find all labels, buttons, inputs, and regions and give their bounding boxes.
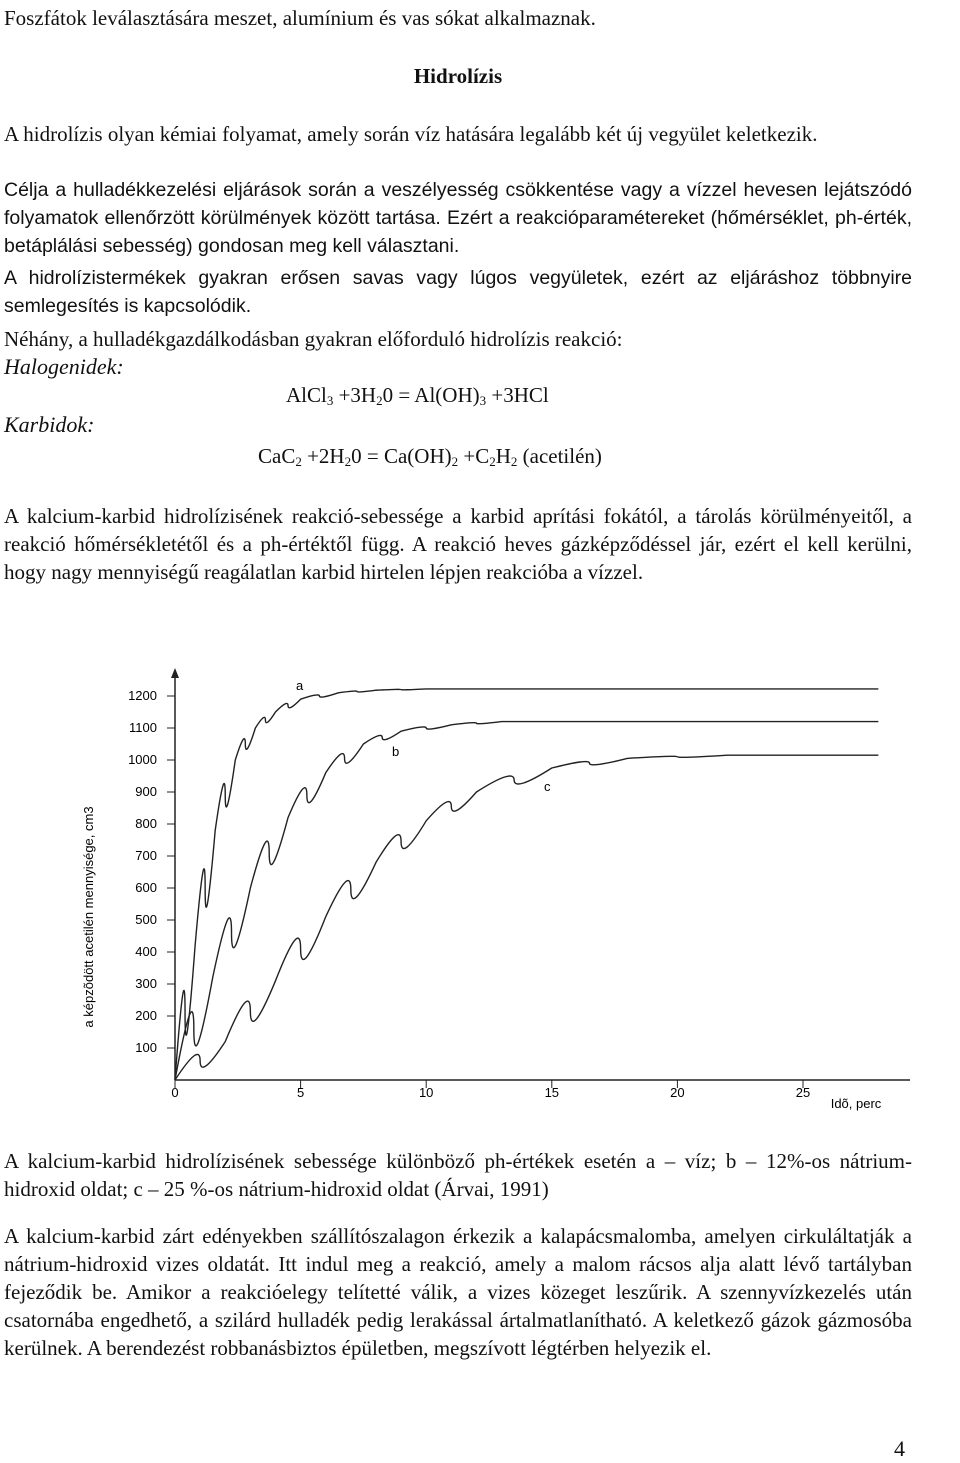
equation-alcl3: AlCl$_3$ $+3H_20 = Al(OH)_3 +3HCl$: [286, 383, 549, 408]
series-label-c: c: [544, 779, 551, 794]
y-axis-arrow: [171, 668, 179, 678]
equation-cac2: $CaC_2 +2H_20 = Ca(OH)_2 +C_2H_2$ (acetilén): [258, 444, 602, 469]
purpose-text: Célja a hulladékkezelési eljárások során a veszélyesség csökkentése vagy a vízzel hevesen lejátszódó folyamatok ellenőrzött körülmények között tartása.: [4, 179, 912, 229]
series-line-a: [175, 689, 878, 1080]
x-tick-label: 20: [670, 1085, 685, 1100]
y-tick-label: 700: [135, 848, 157, 863]
acetylene-chart: [0, 650, 960, 1130]
x-tick-label: 10: [418, 1085, 434, 1100]
y-tick-label: 200: [135, 1008, 157, 1023]
y-tick-label: 300: [135, 976, 157, 991]
y-tick-label: 1200: [128, 688, 157, 703]
y-axis-label: a képzõdött acetilén mennyisége, cm3: [81, 806, 96, 1028]
y-tick-label: 800: [135, 816, 157, 831]
y-tick-label: 600: [135, 880, 157, 895]
x-axis-label: Idõ, perc: [830, 1096, 882, 1111]
reactions-intro: Néhány, a hulladékgazdálkodásban gyakran előforduló hidrolízis reakció:: [4, 327, 623, 351]
y-tick-label: 1100: [129, 720, 157, 735]
products-paragraph: A hidrolízistermékek gyakran erősen savas vagy lúgos vegyületek, ezért az eljáráshoz többnyire semlegesítés is kapcsolódik.: [4, 267, 912, 317]
x-tick-label: 0: [171, 1085, 179, 1100]
series-line-c: [175, 755, 878, 1080]
y-tick-label: 400: [135, 944, 157, 959]
reaction-rate-paragraph: A kalcium-karbid hidrolízisének reakció-sebessége a karbid aprítási fokától, a tárolás körülményeitől, a reakció hőmérsékletétől és a ph-értéktől függ. A reakció heves gázképződéssel jár, ezért el kell kerülni, hogy nagy mennyiségű reagálatlan karbid hirtelen lépjen reakcióba a vízzel.: [4, 504, 912, 584]
y-tick-label: 1000: [128, 752, 157, 767]
x-tick-label: 25: [795, 1085, 811, 1100]
chart-caption: A kalcium-karbid hidrolízisének sebessége különböző ph-értékek esetén a – víz; b – 12%-os nátrium-hidroxid oldat; c – 25 %-os nátrium-hidroxid oldat (Árvai, 1991): [4, 1149, 912, 1201]
process-paragraph: A kalcium-karbid zárt edényekben szállítószalagon érkezik a kalapácsmalomba, amelyen cirkuláltatják a nátrium-hidroxid vizes oldatát. Itt indul meg a reakció, amely a malom rácsos alja alatt lévő tartályban fejeződik be. Amikor a reakcióelegy telítetté válik, a vizes közeget leszűrik. A szennyvízkezelés után csatornába engedhető, a szilárd hulladék pedig lerakással ártalmatlanítható. A keletkező gázok gázmosóba kerülnek. A berendezést robbanásbiztos épületben, megszívott légtérben helyezik el.: [4, 1224, 912, 1360]
intro-paragraph: Foszfátok leválasztására meszet, alumínium és vas sókat alkalmaznak.: [4, 6, 596, 30]
y-tick-label: 900: [135, 784, 157, 799]
halogenides-label: Halogenidek:: [4, 354, 124, 379]
x-tick-label: 15: [544, 1085, 560, 1100]
purpose-paragraph: [4, 176, 912, 260]
x-tick-label: 5: [296, 1085, 305, 1100]
series-label-a: a: [296, 678, 304, 693]
y-tick-label: 500: [135, 912, 157, 927]
y-tick-label: 100: [135, 1040, 157, 1055]
section-heading: Hidrolízis: [413, 64, 503, 88]
hydrolysis-definition: A hidrolízis olyan kémiai folyamat, amely során víz hatására legalább két új vegyület keletkezik.: [4, 122, 818, 146]
series-label-b: b: [392, 744, 400, 759]
carbides-label: Karbidok:: [4, 412, 95, 437]
page-number: 4: [894, 1436, 905, 1461]
parameters-text: Ezért a reakcióparamétereket (hőmérséklet, ph-érték, betáplálási sebesség) gondosan meg kell választani.: [4, 207, 912, 257]
series-line-b: [175, 722, 878, 1080]
